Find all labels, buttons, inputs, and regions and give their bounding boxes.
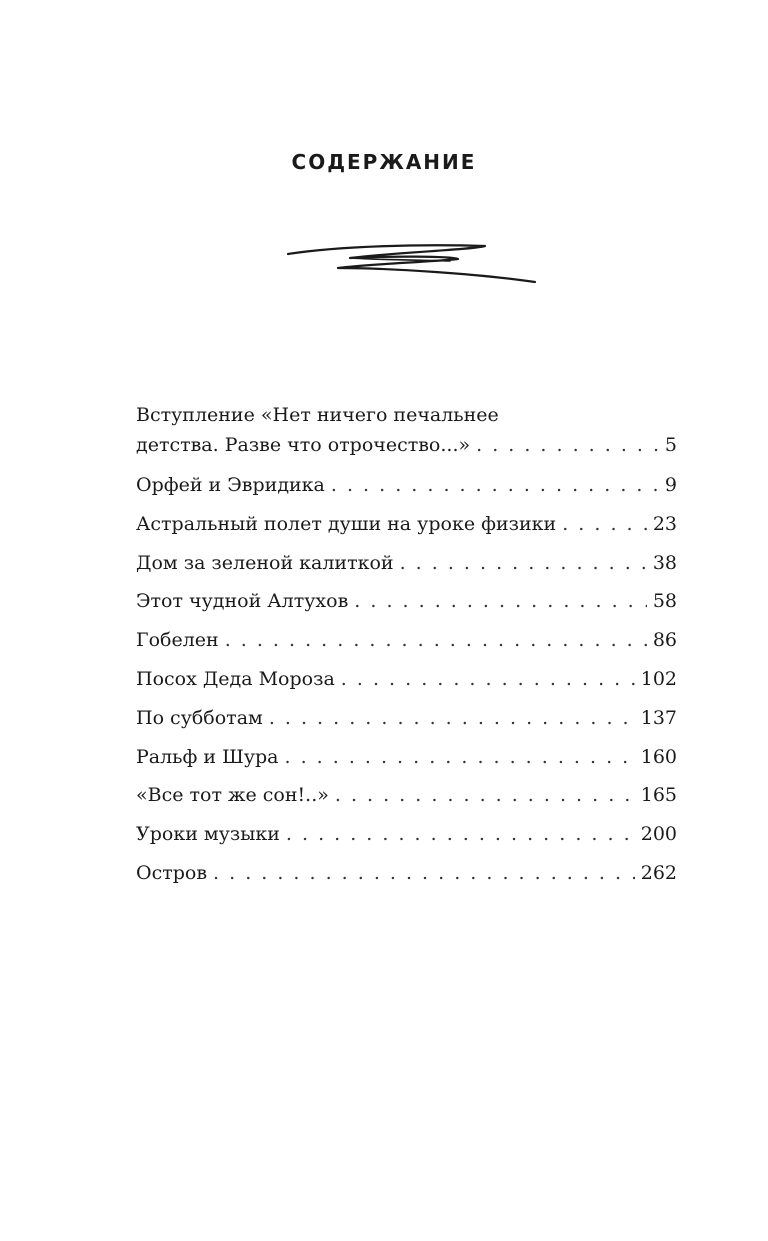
dot-leader <box>335 776 635 815</box>
toc-entry[interactable] <box>136 400 677 460</box>
toc-page-number: 165 <box>640 784 677 807</box>
dot-leader <box>285 738 635 777</box>
toc-entry[interactable] <box>136 660 677 699</box>
toc-entry[interactable] <box>136 854 677 893</box>
toc-entry-title: детства. Разве что отрочество...» <box>136 434 471 456</box>
dot-leader <box>286 815 635 854</box>
toc-entry[interactable] <box>136 738 677 777</box>
toc-entry[interactable] <box>136 505 677 544</box>
toc-entry[interactable] <box>136 699 677 738</box>
toc-page-number: 200 <box>640 823 677 846</box>
toc-entry-title: Орфей и Эвридика <box>136 474 325 496</box>
flourish-icon <box>280 232 540 292</box>
page-title: СОДЕРЖАНИЕ <box>291 150 477 174</box>
toc-page-number: 58 <box>652 590 677 613</box>
dot-leader <box>354 582 647 621</box>
dot-leader <box>476 430 659 460</box>
toc-entry-title: По субботам <box>136 706 263 729</box>
toc-entry-title: Посох Деда Мороза <box>136 667 335 690</box>
dot-leader <box>225 621 647 660</box>
toc-page-number: 262 <box>640 861 677 884</box>
toc-entry-title: Этот чудной Алтухов <box>136 590 349 613</box>
toc-page-number: 160 <box>640 745 677 768</box>
toc-entry[interactable] <box>136 544 677 583</box>
toc-entry[interactable] <box>136 466 677 505</box>
toc-page-number: 86 <box>652 629 677 652</box>
dot-leader <box>341 660 635 699</box>
toc-entry-title: Дом за зеленой калиткой <box>136 551 394 574</box>
toc-page-number: 38 <box>652 551 677 574</box>
toc-entry-title: Уроки музыки <box>136 823 280 846</box>
toc-page-number: 137 <box>640 706 677 729</box>
table-of-contents <box>136 400 677 893</box>
dot-leader <box>400 544 647 583</box>
toc-entry-title: Вступление «Нет ничего печальнее <box>136 404 499 426</box>
dot-leader <box>562 505 647 544</box>
toc-entry-title: Ральф и Шура <box>136 745 279 768</box>
toc-entry[interactable] <box>136 621 677 660</box>
toc-page-number: 9 <box>664 474 677 496</box>
toc-entry[interactable] <box>136 815 677 854</box>
toc-entry[interactable] <box>136 582 677 621</box>
toc-entry-title: «Все тот же сон!..» <box>136 784 329 807</box>
dot-leader <box>269 699 635 738</box>
toc-page-number: 5 <box>664 434 677 456</box>
toc-entry-title: Гобелен <box>136 629 219 652</box>
toc-entry-title: Остров <box>136 861 208 884</box>
toc-entry-title: Астральный полет души на уроке физики <box>136 512 557 535</box>
toc-page-number: 23 <box>652 512 677 535</box>
toc-page-number: 102 <box>640 667 677 690</box>
toc-entry[interactable] <box>136 776 677 815</box>
dot-leader <box>331 466 659 505</box>
dot-leader <box>213 854 635 893</box>
